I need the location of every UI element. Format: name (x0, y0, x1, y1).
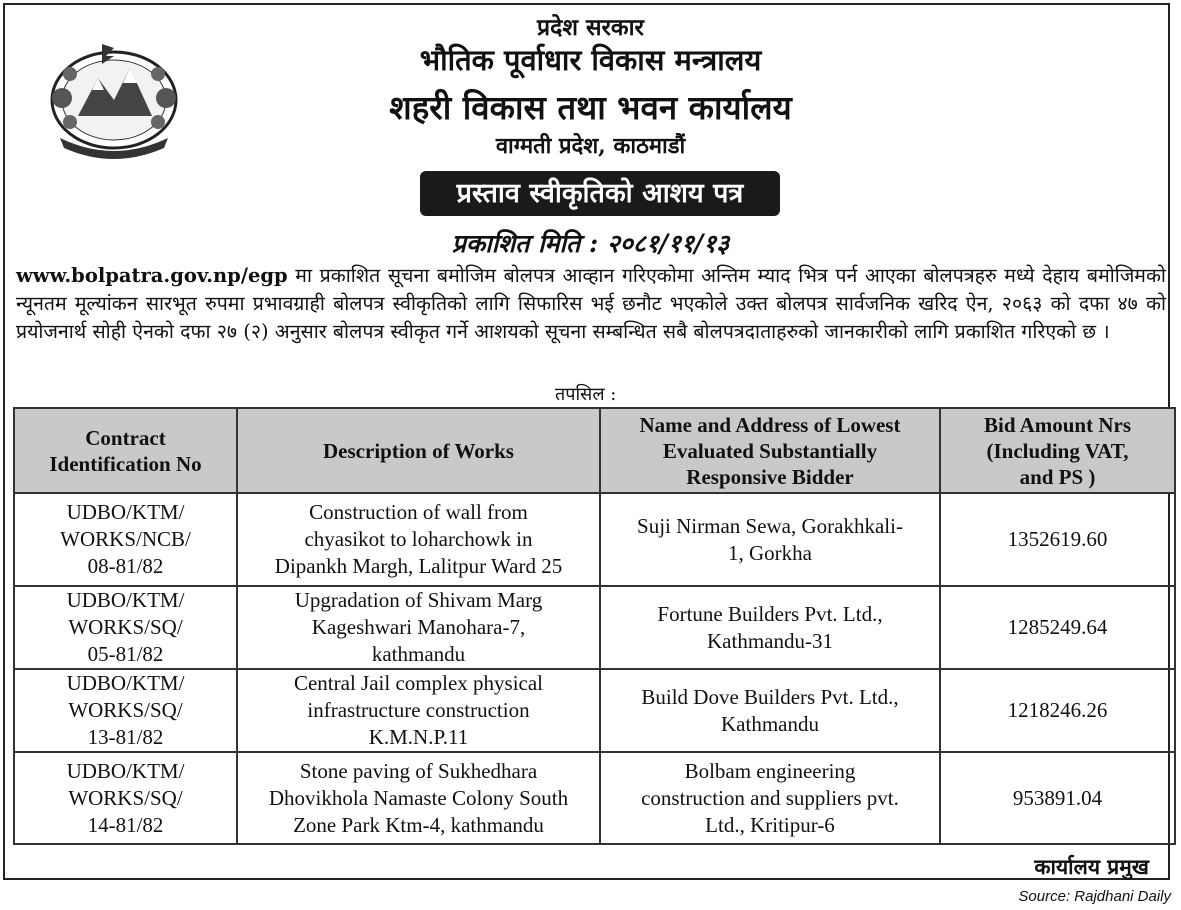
table-row (14, 493, 1175, 586)
table-header-row (14, 408, 1175, 493)
contract-id-cell: UDBO/KTM/ WORKS/SQ/ 13-81/82 (14, 669, 237, 752)
contract-table (13, 407, 1176, 845)
table-row (14, 752, 1175, 844)
contract-id-cell: UDBO/KTM/ WORKS/SQ/ 05-81/82 (14, 586, 237, 669)
column-header-bidder: Name and Address of Lowest Evaluated Substantially Responsive Bidder (600, 408, 940, 493)
header-ministry: भौतिक पूर्वाधार विकास मन्त्रालय (419, 43, 762, 77)
amount-cell: 1352619.60 (940, 493, 1175, 586)
table-row (14, 669, 1175, 752)
amount-cell: 953891.04 (940, 752, 1175, 844)
bolpatra-link[interactable]: www.bolpatra.gov.np/egp (16, 264, 288, 287)
contract-id-cell: UDBO/KTM/ WORKS/NCB/ 08-81/82 (14, 493, 237, 586)
header-location: वाग्मती प्रदेश, काठमाडौं (495, 133, 686, 159)
bidder-cell: Suji Nirman Sewa, Gorakhkali- 1, Gorkha (600, 493, 940, 586)
table-row (14, 586, 1175, 669)
bidder-cell: Bolbam engineering construction and suppliers pvt. Ltd., Kritipur-6 (600, 752, 940, 844)
notice-body (16, 262, 1166, 346)
description-cell: Upgradation of Shivam Marg Kageshwari Manohara-7, kathmandu (237, 586, 600, 669)
notice-title: प्रस्ताव स्वीकृतिको आशय पत्र (420, 171, 780, 216)
schedule-label: तपसिल : (555, 384, 617, 405)
description-cell: Stone paving of Sukhedhara Dhovikhola Namaste Colony South Zone Park Ktm-4, kathmandu (237, 752, 600, 844)
header-office: शहरी विकास तथा भवन कार्यालय (389, 88, 792, 127)
bidder-cell: Build Dove Builders Pvt. Ltd., Kathmandu (600, 669, 940, 752)
office-chief-signature: कार्यालय प्रमुख (1034, 854, 1149, 879)
amount-cell: 1285249.64 (940, 586, 1175, 669)
bidder-cell: Fortune Builders Pvt. Ltd., Kathmandu-31 (600, 586, 940, 669)
description-cell: Construction of wall from chyasikot to loharchowk in Dipankh Margh, Lalitpur Ward 25 (237, 493, 600, 586)
column-header-bid-amount: Bid Amount Nrs (Including VAT, and PS ) (940, 408, 1175, 493)
notice-body-text: मा प्रकाशित सूचना बमोजिम बोलपत्र आव्हान गरिएकोमा अन्तिम म्याद भित्र पर्न आएका बोलपत्रहरु मध्ये देहाय बमोजिमको न्यूनतम मूल्यांकन सारभूत रुपमा प्रभावग्राही बोलपत्र स्वीकृतिको लागि सिफारिस भई छनौट भएकोले उक्त बोलपत्र सार्वजनिक खरिद ऐन, २०६३ को दफा ४७ को प्रयोजनार्थ सोही ऐनको दफा २७ (२) अनुसार बोलपत्र स्वीकृत गर्ने आशयको सूचना सम्बन्धित सबै बोलपत्रदाताहरुको जानकारीको लागि प्रकाशित गरिएको छ । (16, 264, 1166, 343)
source-credit: Source: Rajdhani Daily (1018, 888, 1171, 905)
contract-id-cell: UDBO/KTM/ WORKS/SQ/ 14-81/82 (14, 752, 237, 844)
column-header-description: Description of Works (237, 408, 600, 493)
published-date: प्रकाशित मिति : २०८१/११/१३ (451, 229, 730, 258)
header-province-government: प्रदेश सरकार (537, 14, 644, 41)
amount-cell: 1218246.26 (940, 669, 1175, 752)
description-cell: Central Jail complex physical infrastructure construction K.M.N.P.11 (237, 669, 600, 752)
column-header-contract-id: Contract Identification No (14, 408, 237, 493)
